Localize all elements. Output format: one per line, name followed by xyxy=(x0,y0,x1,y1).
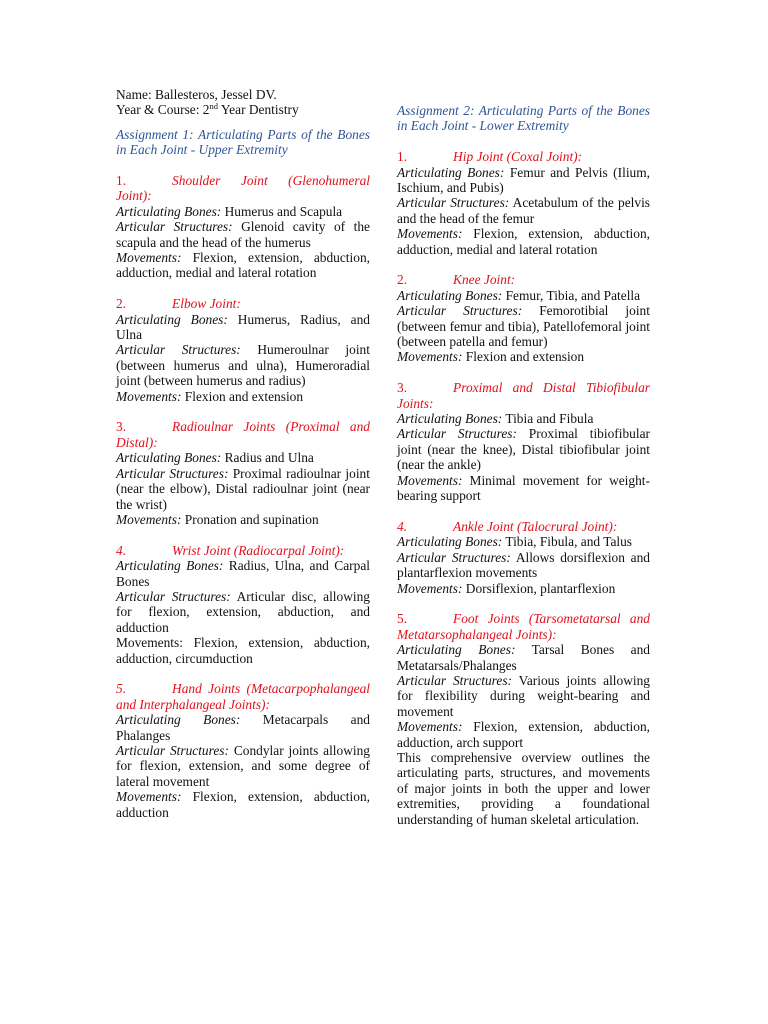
articular-structures xyxy=(116,589,370,635)
structures-label: Articular Structures: xyxy=(116,588,231,604)
movements-label: Movements: xyxy=(397,226,463,242)
lower-joint-3 xyxy=(397,380,650,503)
left-column xyxy=(116,87,370,820)
lower-joint-4 xyxy=(397,519,650,596)
joint-heading xyxy=(116,419,370,450)
bones-value: Humerus and Scapula xyxy=(224,203,343,219)
structures-label: Articular Structures: xyxy=(116,219,233,235)
structures-label: Articular Structures: xyxy=(116,342,241,358)
movements xyxy=(116,789,370,820)
joint-heading xyxy=(397,272,650,287)
upper-joint-4 xyxy=(116,543,370,666)
articulating-bones xyxy=(116,450,370,465)
bones-label: Articulating Bones: xyxy=(116,712,241,728)
bones-value: Metacarpals and Phalanges xyxy=(116,712,370,743)
movements xyxy=(116,250,370,281)
structures-label: Articular Structures: xyxy=(397,426,517,442)
structures-value: Acetabulum of the pelvis and the head of the femur xyxy=(397,195,650,226)
articular-structures xyxy=(397,195,650,226)
articular-structures xyxy=(116,219,370,250)
bones-value: Humerus, Radius, and Ulna xyxy=(116,311,370,343)
lower-joint-2 xyxy=(397,272,650,364)
structures-value: Allows dorsiflexion and plantarflexion movements xyxy=(397,549,650,581)
bones-value: Radius and Ulna xyxy=(224,450,314,466)
joint-title: Foot Joints (Tarsometatarsal and Metatarsophalangeal Joints): xyxy=(397,611,650,642)
joint-number: 4. xyxy=(397,518,408,534)
joint-heading xyxy=(397,380,650,411)
bones-value: Femur, Tibia, and Patella xyxy=(505,287,641,303)
bones-value: Tibia and Fibula xyxy=(505,411,594,427)
bones-label: Articulating Bones: xyxy=(116,311,228,327)
bones-label: Articulating Bones: xyxy=(397,164,505,180)
joint-heading xyxy=(397,519,650,534)
year-course-suffix: Year Dentistry xyxy=(218,102,299,118)
year-course-prefix: Year & Course: 2 xyxy=(116,102,210,118)
year-course-sup: nd xyxy=(209,101,218,112)
articulating-bones xyxy=(397,288,650,303)
movements xyxy=(397,473,650,504)
articulating-bones xyxy=(397,165,650,196)
movements-value: Pronation and supination xyxy=(184,511,319,527)
joint-title: Elbow Joint: xyxy=(172,296,241,312)
joint-number: 2. xyxy=(116,296,127,312)
movements xyxy=(116,389,370,404)
structures-label: Articular Structures: xyxy=(397,672,513,688)
bones-label: Articulating Bones: xyxy=(397,534,503,550)
bones-value: Femur and Pelvis (Ilium, Ischium, and Pubis) xyxy=(397,164,650,196)
articular-structures xyxy=(397,303,650,349)
structures-value: Humeroulnar joint (between humerus and ulna), Humeroradial joint (between humerus and radius) xyxy=(116,342,370,389)
joint-title: Hip Joint (Coxal Joint): xyxy=(453,149,583,165)
movements: Movements: Flexion, extension, abduction, adduction, circumduction xyxy=(116,635,370,666)
movements-label: Movements: xyxy=(397,472,463,488)
movements-label: Movements: xyxy=(116,511,182,527)
upper-joint-2 xyxy=(116,296,370,404)
joint-number: 1. xyxy=(116,173,127,189)
joint-number: 3. xyxy=(116,419,127,435)
year-course xyxy=(116,102,370,117)
joint-heading xyxy=(116,543,370,558)
bones-label: Articulating Bones: xyxy=(116,203,222,219)
joint-heading xyxy=(116,173,370,204)
articulating-bones xyxy=(397,642,650,673)
movements xyxy=(397,581,650,596)
movements xyxy=(116,512,370,527)
articulating-bones xyxy=(397,534,650,549)
movements-value: Flexion, extension, abduction, adduction, arch support xyxy=(397,719,650,750)
movements-label: Movements: xyxy=(116,789,182,805)
bones-label: Articulating Bones: xyxy=(116,558,224,574)
joint-heading xyxy=(116,296,370,311)
movements-value: Flexion and extension xyxy=(465,349,585,365)
bones-label: Articulating Bones: xyxy=(397,411,503,427)
articulating-bones xyxy=(397,411,650,426)
bones-value: Tarsal Bones and Metatarsals/Phalanges xyxy=(397,642,651,673)
movements xyxy=(397,719,650,750)
joint-number: 2. xyxy=(397,272,408,288)
joint-title: Shoulder Joint (Glenohumeral Joint): xyxy=(116,173,370,204)
joint-title: Proximal and Distal Tibiofibular Joints: xyxy=(397,380,650,411)
articulating-bones xyxy=(116,312,370,343)
lower-joint-5 xyxy=(397,611,650,827)
bones-label: Articulating Bones: xyxy=(116,450,222,466)
movements-value: Minimal movement for weight-bearing support xyxy=(397,472,650,504)
structures-value: Proximal radioulnar joint (near the elbow), Distal radioulnar joint (near the wrist) xyxy=(116,465,370,512)
structures-value: Condylar joints allowing for flexion, extension, and some degree of lateral movement xyxy=(116,742,370,789)
joint-title: Radioulnar Joints (Proximal and Distal): xyxy=(116,419,370,450)
movements-value: Flexion, extension, abduction, adduction, medial and lateral rotation xyxy=(397,226,650,257)
bones-label: Articulating Bones: xyxy=(397,642,516,658)
structures-label: Articular Structures: xyxy=(397,195,510,211)
movements xyxy=(397,226,650,257)
articular-structures xyxy=(116,342,370,388)
structures-value: Articular disc, allowing for flexion, extension, abduction, and adduction xyxy=(116,588,370,635)
joint-heading xyxy=(397,149,650,164)
joint-title: Wrist Joint (Radiocarpal Joint): xyxy=(172,542,345,558)
movements-value: Flexion, extension, abduction, adduction, medial and lateral rotation xyxy=(116,250,370,281)
structures-value: Proximal tibiofibular joint (near the knee), Distal tibiofibular joint (near the ankle) xyxy=(397,426,650,473)
upper-joint-5 xyxy=(116,681,370,820)
structures-label: Articular Structures: xyxy=(397,549,511,565)
joint-number: 1. xyxy=(397,149,408,165)
joint-heading xyxy=(116,681,370,712)
joint-title: Knee Joint: xyxy=(453,272,516,288)
articular-structures xyxy=(397,550,650,581)
structures-value: Glenoid cavity of the scapula and the head of the humerus xyxy=(116,219,370,250)
joint-number: 5. xyxy=(116,681,127,697)
movements-label: Movements: xyxy=(116,250,182,266)
structures-label: Articular Structures: xyxy=(116,465,229,481)
bones-value: Tibia, Fibula, and Talus xyxy=(505,534,633,550)
structures-label: Articular Structures: xyxy=(116,742,229,758)
movements xyxy=(397,349,650,364)
upper-joint-3 xyxy=(116,419,370,527)
upper-joint-1 xyxy=(116,173,370,281)
joint-heading xyxy=(397,611,650,642)
articular-structures xyxy=(397,673,650,719)
movements-label: Movements: xyxy=(397,580,463,596)
lower-joint-1 xyxy=(397,149,650,257)
joint-number: 5. xyxy=(397,611,408,627)
structures-value: Various joints allowing for flexibility during weight-bearing and movement xyxy=(397,672,650,719)
movements-value: Flexion, extension, abduction, adduction xyxy=(116,789,370,820)
structures-label: Articular Structures: xyxy=(397,303,523,319)
articulating-bones xyxy=(116,712,370,743)
articular-structures xyxy=(116,466,370,512)
joint-title: Hand Joints (Metacarpophalangeal and Interphalangeal Joints): xyxy=(116,681,370,712)
articulating-bones xyxy=(116,558,370,589)
joint-number: 4. xyxy=(116,542,127,558)
movements-label: Movements: xyxy=(397,349,463,365)
bones-value: Radius, Ulna, and Carpal Bones xyxy=(116,558,370,589)
joint-title: Ankle Joint (Talocrural Joint): xyxy=(453,518,618,534)
structures-value: Femorotibial joint (between femur and tibia), Patellofemoral joint (between patella and femur) xyxy=(397,303,650,350)
summary-paragraph: This comprehensive overview outlines the articulating parts, structures, and movements of major joints in both the upper and lower extremities, providing a foundational understanding of human skeletal articulation. xyxy=(397,749,650,827)
movements-label: Movements: xyxy=(116,388,182,404)
joint-number: 3. xyxy=(397,380,408,396)
assignment-2-title: Assignment 2: Articulating Parts of the Bones in Each Joint - Lower Extremity xyxy=(397,103,650,134)
articular-structures xyxy=(116,743,370,789)
articulating-bones xyxy=(116,204,370,219)
bones-label: Articulating Bones: xyxy=(397,287,503,303)
right-column xyxy=(397,103,650,827)
assignment-1-title: Assignment 1: Articulating Parts of the Bones in Each Joint - Upper Extremity xyxy=(116,126,370,158)
movements-value: Dorsiflexion, plantarflexion xyxy=(465,580,616,596)
student-name: Name: Ballesteros, Jessel DV. xyxy=(116,87,277,102)
movements-label: Movements: xyxy=(397,719,463,735)
movements-value: Flexion and extension xyxy=(184,388,304,404)
articular-structures xyxy=(397,426,650,472)
